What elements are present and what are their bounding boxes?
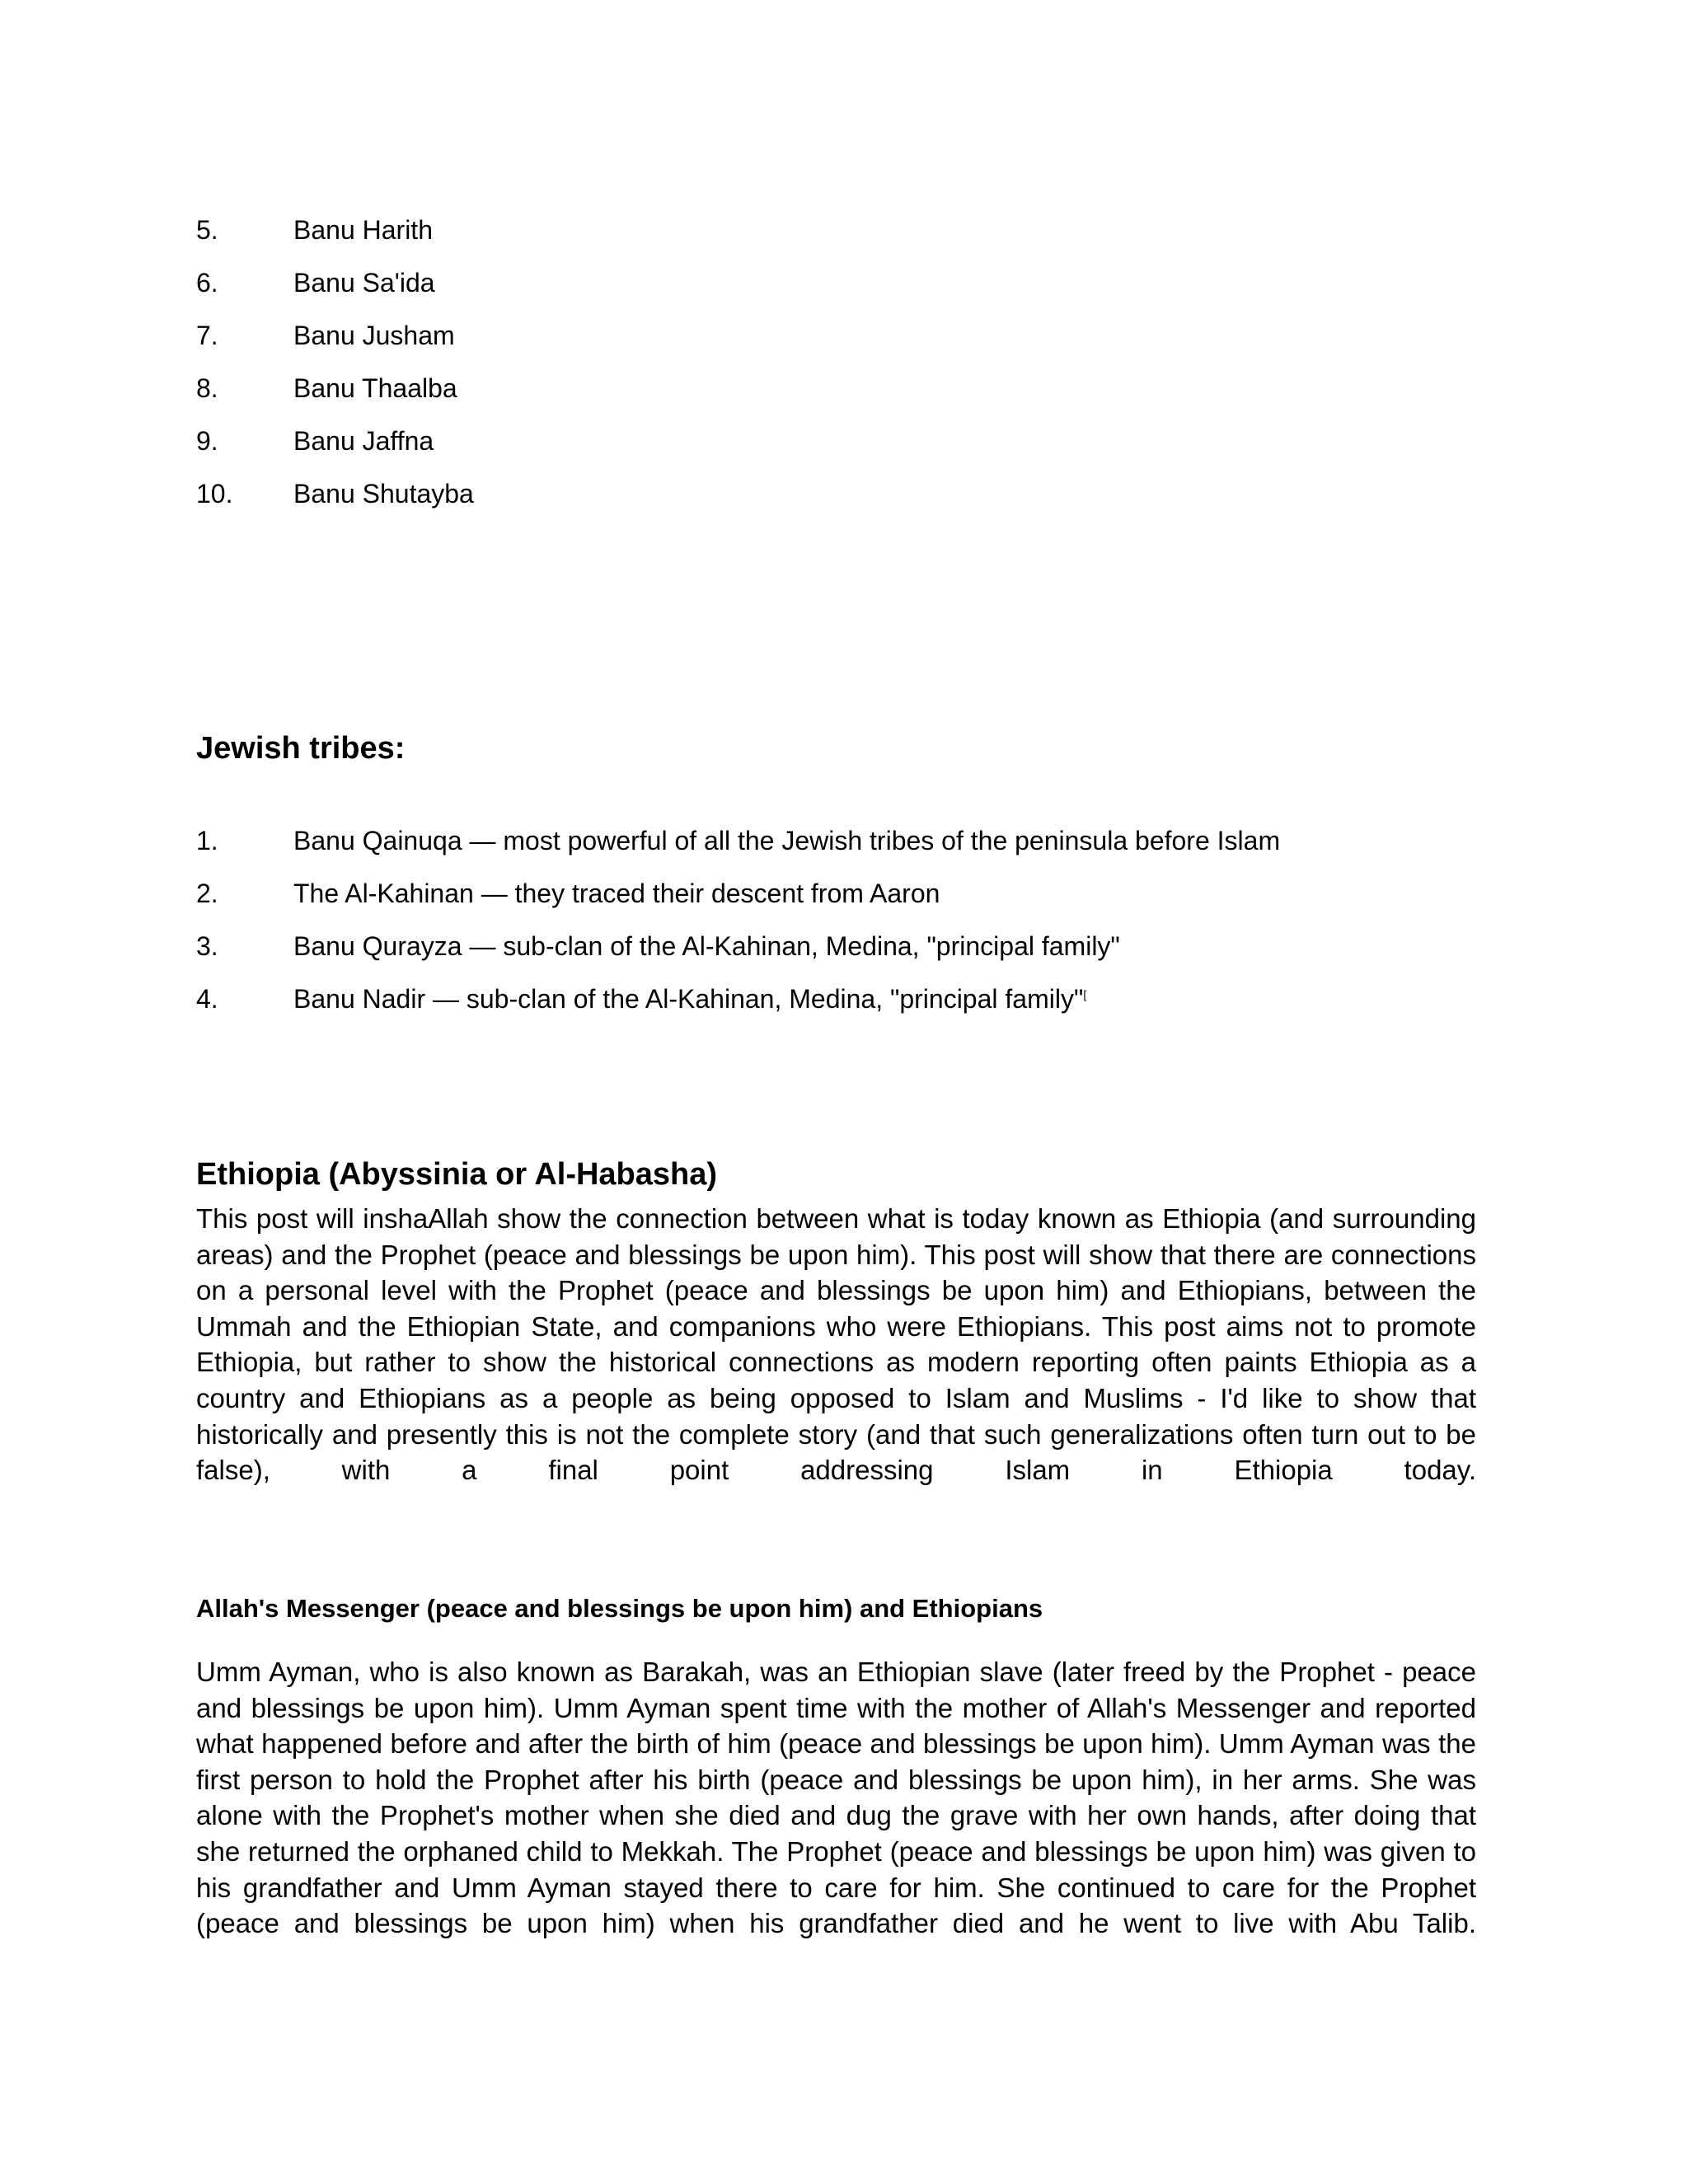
list-item-text: Banu Jaffna bbox=[293, 426, 434, 456]
list-item-text: The Al-Kahinan — they traced their descent from Aaron bbox=[293, 879, 940, 908]
list-item-number: 6. bbox=[196, 268, 218, 298]
list-item-number: 2. bbox=[196, 879, 218, 908]
ethiopia-heading: Ethiopia (Abyssinia or Al-Habasha) bbox=[196, 1157, 718, 1192]
list-item-text: Banu Qurayza — sub-clan of the Al-Kahinan, Medina, "principal family" bbox=[293, 931, 1120, 961]
list-item-number: 9. bbox=[196, 426, 218, 456]
list-item-number: 3. bbox=[196, 931, 218, 961]
list-item-text: Banu Harith bbox=[293, 215, 433, 245]
list-item-text: Banu Sa'ida bbox=[293, 268, 435, 298]
list-item-number: 8. bbox=[196, 373, 218, 403]
list-item-number: 4. bbox=[196, 984, 218, 1014]
ethiopia-paragraph: This post will inshaAllah show the connection between what is today known as Ethiopia (and surrounding areas) and the Prophet (peace and blessings be upon him). This post will show that there are connections on a personal level with the Prophet (peace and blessings be upon him) and Ethiopians, between the Ummah and the Ethiopian State, and companions who were Ethiopians. This post aims not to promote Ethiopia, but rather to show the historical connections as modern reporting often paints Ethiopia as a country and Ethiopians as a people as being opposed to Islam and Muslims - I'd like to show that historically and presently this is not the complete story (and that such generalizations often turn out to be false), with a final point addressing Islam in Ethiopia today. bbox=[196, 1203, 1476, 1486]
list-item-text: Banu Thaalba bbox=[293, 373, 457, 403]
list-item-number: 7. bbox=[196, 321, 218, 350]
list-item-number: 10. bbox=[196, 479, 233, 509]
umm-ayman-paragraph: Umm Ayman, who is also known as Barakah, was an Ethiopian slave (later freed by the Prophet - peace and blessings be upon him). Umm Ayman spent time with the mother of Allah's Messenger and reported what happened before and after the birth of him (peace and blessings be upon him). Umm Ayman was the first person to hold the Prophet after his birth (peace and blessings be upon him), in her arms. She was alone with the Prophet's mother when she died and dug the grave with her own hands, after doing that she returned the orphaned child to Mekkah. The Prophet (peace and blessings be upon him) was given to his grandfather and Umm Ayman stayed there to care for him. She continued to care for the Prophet (peace and blessings be upon him) when his grandfather died and he went to live with Abu Talib. bbox=[196, 1657, 1476, 1939]
list-item-text: Banu Shutayba bbox=[293, 479, 474, 509]
list-item-text: Banu Jusham bbox=[293, 321, 455, 350]
footnote-marker: [ bbox=[1083, 987, 1087, 1001]
list-item-text: Banu Qainuqa — most powerful of all the Jewish tribes of the peninsula before Islam bbox=[293, 826, 1281, 855]
list-item-text: Banu Nadir — sub-clan of the Al-Kahinan, Medina, "principal family" bbox=[293, 984, 1084, 1014]
list-item-number: 5. bbox=[196, 215, 218, 245]
messenger-heading: Allah's Messenger (peace and blessings be upon him) and Ethiopians bbox=[196, 1594, 1043, 1623]
list-item-text-with-note bbox=[293, 982, 1086, 1015]
jewish-tribes-heading: Jewish tribes: bbox=[196, 731, 406, 766]
list-item-number: 1. bbox=[196, 826, 218, 855]
